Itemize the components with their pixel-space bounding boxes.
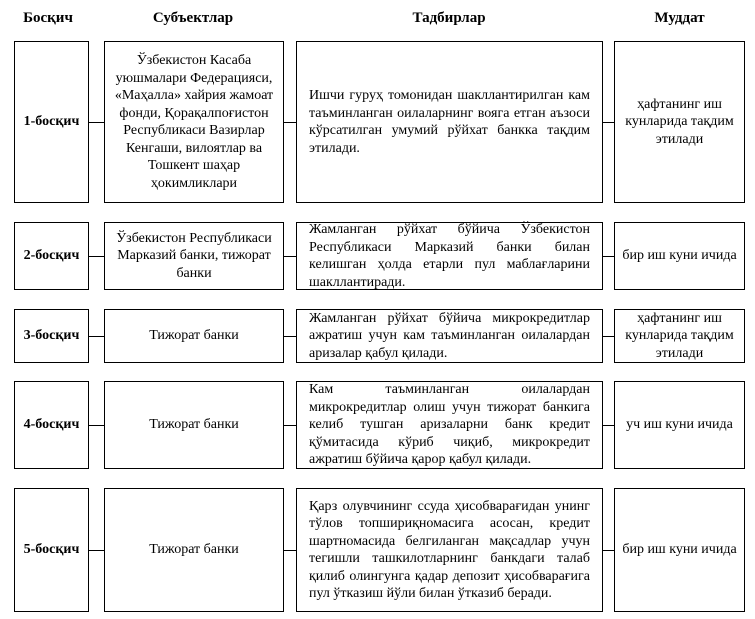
stage-label-5: 5-босқич [23, 542, 80, 558]
subject-box-2 [104, 222, 284, 290]
term-box-3 [614, 309, 745, 363]
connector-3b [284, 336, 296, 337]
measure-box-2 [296, 222, 603, 290]
connector-2c [603, 256, 614, 257]
term-box-4 [614, 381, 745, 469]
header-term: Муддат [654, 10, 705, 26]
stage-box-4 [14, 381, 89, 469]
subject-box-4 [104, 381, 284, 469]
term-box-5 [614, 488, 745, 612]
connector-1a [89, 122, 104, 123]
measure-box-5 [296, 488, 603, 612]
measure-text-5: Қарз олувчининг ссуда ҳисобварағидан унинг тўлов топшириқномасига асосан, кредит шартномасида белгиланган мақсадлар учун тегишли ташкилотларнинг банкдаги талаб қилиб олингунга қадар депозит ҳисобварағига пул ўтказиш йўли билан ўтказиб беради. [309, 498, 590, 601]
measure-box-4 [296, 381, 603, 469]
term-box-1 [614, 41, 745, 203]
connector-4a [89, 425, 104, 426]
subject-text-3: Тижорат банки [149, 328, 239, 344]
measure-box-3 [296, 309, 603, 363]
subject-text-4: Тижорат банки [149, 417, 239, 433]
connector-3c [603, 336, 614, 337]
stage-box-5 [14, 488, 89, 612]
stage-box-2 [14, 222, 89, 290]
header-measures: Тадбирлар [412, 10, 486, 26]
connector-2a [89, 256, 104, 257]
subject-box-1 [104, 41, 284, 203]
stage-label-3: 3-босқич [23, 328, 80, 344]
term-text-5: бир иш куни ичида [622, 542, 737, 558]
connector-1c [603, 122, 614, 123]
header-stage: Босқич [23, 10, 73, 26]
subject-box-5 [104, 488, 284, 612]
stage-box-1 [14, 41, 89, 203]
measure-text-2: Жамланган рўйхат бўйича Ўзбекистон Республикаси Марказий банки билан келишган ҳолда етарли пул маблағларини шакллантиради. [309, 222, 590, 290]
stage-box-3 [14, 309, 89, 363]
subject-box-3 [104, 309, 284, 363]
measure-text-3: Жамланган рўйхат бўйича микрокредитлар ажратиш учун кам таъминланган оилалардан аризалар қабул қилади. [309, 310, 590, 361]
measure-text-1: Ишчи гуруҳ томонидан шакллантирилган кам таъминланган оилаларнинг вояга етган аъзоси кўрсатилган умумий рўйхат банкка тақдим этилади. [309, 88, 590, 156]
connector-3a [89, 336, 104, 337]
connector-2b [284, 256, 296, 257]
term-text-2: бир иш куни ичида [622, 248, 737, 264]
connector-5a [89, 550, 104, 551]
connector-4b [284, 425, 296, 426]
term-text-3: ҳафтанинг иш кунларида тақдим этилади [625, 310, 734, 361]
connector-1b [284, 122, 296, 123]
measure-text-4: Кам таъминланган оилалардан микрокредитлар олиш учун тижорат банкига келиб тушган аризаларни банк кредит қўмитасида кўриб чиқиб, микрокредит ажратиш бўйича қарор қабул қилади. [309, 382, 590, 468]
stage-label-4: 4-босқич [23, 417, 80, 433]
connector-4c [603, 425, 614, 426]
subject-text-1: Ўзбекистон Касаба уюшмалари Федерацияси, «Маҳалла» хайрия жамоат фонди, Қорақалпоғистон Республикаси Вазирлар Кенгаши, вилоятлар ва Тошкент шаҳар ҳокимликлари [114, 53, 274, 191]
stage-label-2: 2-босқич [23, 248, 80, 264]
term-box-2 [614, 222, 745, 290]
term-text-4: уч иш куни ичида [626, 417, 733, 433]
measure-box-1 [296, 41, 603, 203]
connector-5c [603, 550, 614, 551]
stage-label-1: 1-босқич [23, 114, 80, 130]
subject-text-5: Тижорат банки [149, 542, 239, 558]
header-subjects: Субъектлар [152, 10, 234, 26]
subject-text-2: Ўзбекистон Республикаси Марказий банки, тижорат банки [116, 230, 272, 281]
connector-5b [284, 550, 296, 551]
term-text-1: ҳафтанинг иш кунларида тақдим этилади [625, 96, 734, 147]
